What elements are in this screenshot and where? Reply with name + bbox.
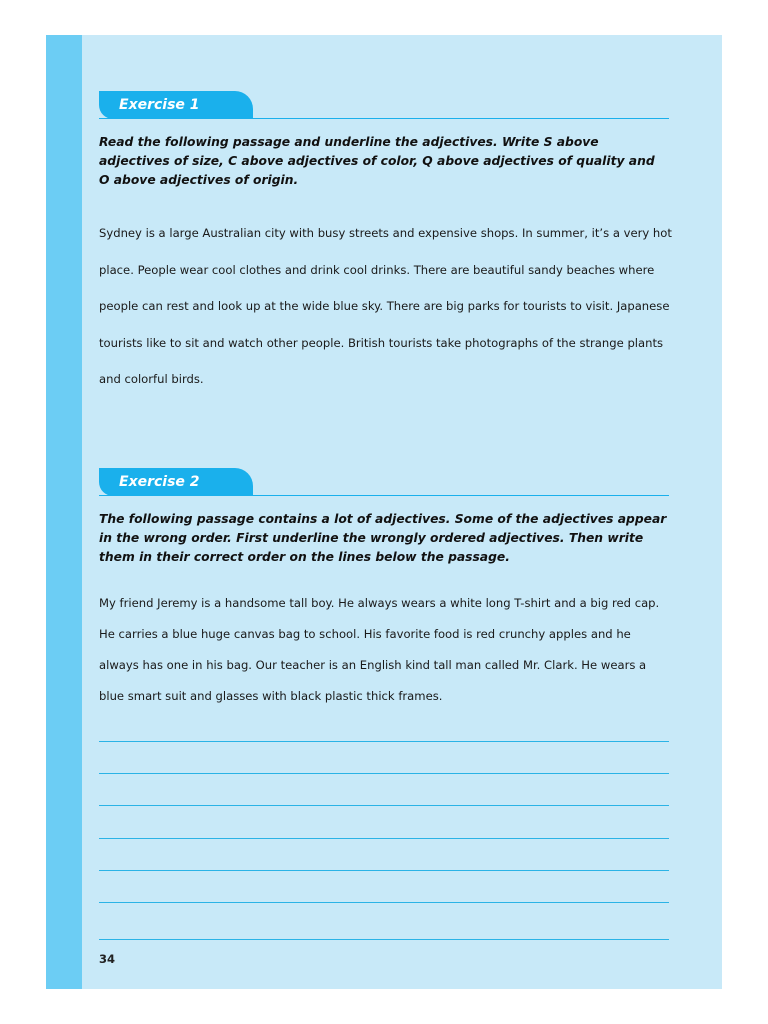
- exercise-2-header: [99, 468, 669, 498]
- writing-line[interactable]: [99, 838, 669, 839]
- exercise-1-passage: Sydney is a large Australian city with busy streets and expensive shops. In summer, it’s a very hot place. People wear cool clothes and drink cool drinks. There are beautiful sandy beaches where people can rest and look up at the wide blue sky. There are big parks for tourists to visit. Japanese tourists like to sit and watch other people. British tourists take photographs of the strange plants and colorful birds.: [99, 226, 672, 386]
- exercise-2-passage: My friend Jeremy is a handsome tall boy. He always wears a white long T-shirt and a big red cap. He carries a blue huge canvas bag to school. His favorite food is red crunchy apples and he always has one in his bag. Our teacher is an English kind tall man called Mr. Clark. He wears a blue smart suit and glasses with black plastic thick frames.: [99, 596, 660, 703]
- workbook-page: [46, 35, 722, 989]
- exercise-1-rule: [99, 118, 669, 119]
- side-stripe: [46, 35, 82, 989]
- writing-line[interactable]: [99, 939, 669, 940]
- exercise-1-title: Exercise 1: [99, 91, 253, 119]
- exercise-1-instructions: Read the following passage and underline the adjectives. Write S above adjectives of size, C above adjectives of color, Q above adjectives of quality and O above adjectives of origin.: [99, 135, 655, 187]
- writing-line[interactable]: [99, 741, 669, 742]
- exercise-2-rule: [99, 495, 669, 496]
- exercise-2-instructions: The following passage contains a lot of adjectives. Some of the adjectives appear in the wrong order. First underline the wrongly ordered adjectives. Then write them in their correct order on the lines below the passage.: [99, 512, 667, 564]
- writing-line[interactable]: [99, 870, 669, 871]
- writing-line[interactable]: [99, 805, 669, 806]
- exercise-1-header: [99, 91, 669, 121]
- page-number: 34: [99, 952, 116, 966]
- writing-line[interactable]: [99, 902, 669, 903]
- exercise-2-title: Exercise 2: [99, 468, 253, 496]
- writing-line[interactable]: [99, 773, 669, 774]
